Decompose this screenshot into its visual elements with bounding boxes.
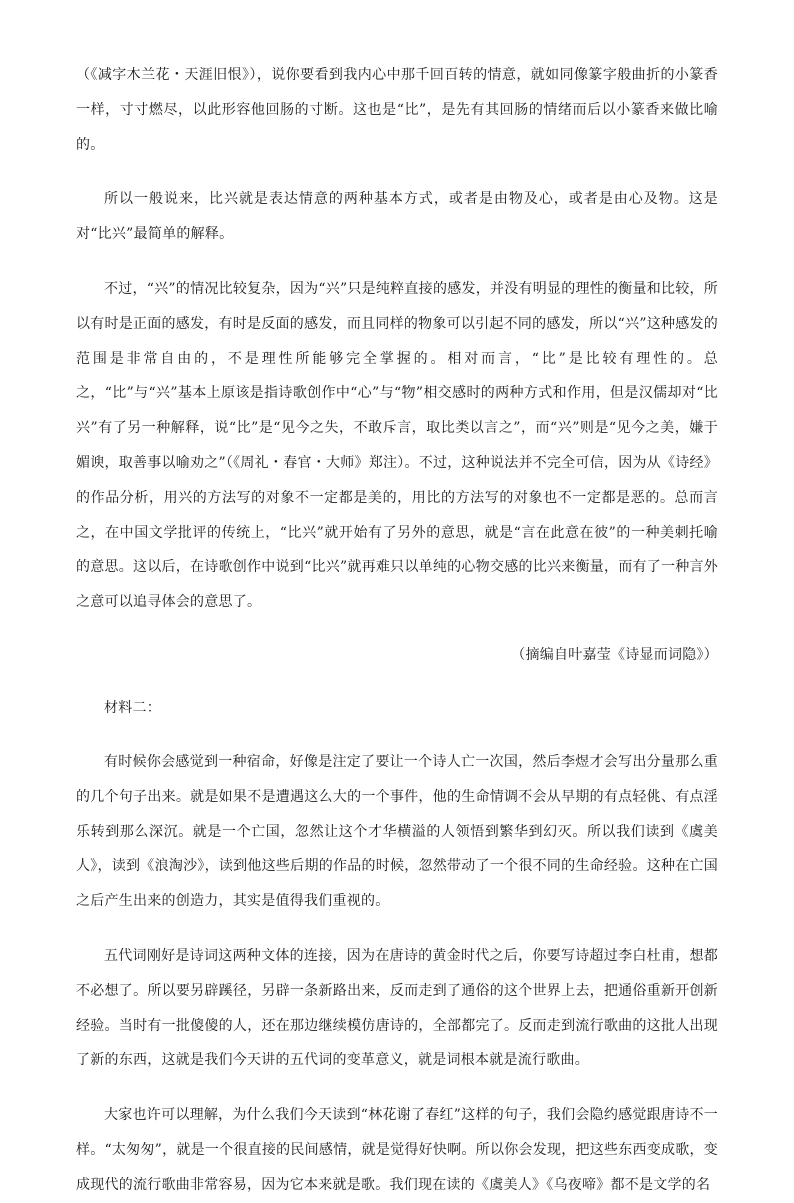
- paragraph-5: 五代词刚好是诗词这两种文体的连接，因为在唐诗的黄金时代之后，你要写诗超过李白杜甫，想都不必想了。所以要另辟蹊径，另辟一条新路出来，反而走到了通俗的这个世界上去，把通俗重新开创新经验。当时有一批傻傻的人，还在那边继续模仿唐诗的，全部都完了。反而走到流行歌曲的这批人出现了新的东西，这就是我们今天讲的五代词的变革意义，就是词根本就是流行歌曲。: [76, 947, 718, 1069]
- paragraph-3: 不过，“兴”的情况比较复杂，因为“兴”只是纯粹直接的感发，并没有明显的理性的衡量和比较，所以有时是正面的感发，有时是反面的感发，而且同样的物象可以引起不同的感发，所以“兴”这种感发的范围是非常自由的，不是理性所能够完全掌握的。相对而言，“比”是比较有理性的。总之，“比”与“兴”基本上原该是指诗歌创作中“心”与“物”相交感时的两种方式和作用，但是汉儒却对“比兴”有了另一种解释，说“比”是“见今之失，不敢斥言，取比类以言之”，而“兴”则是“见今之美，嫌于媚谀，取善事以喻劝之”（《周礼・春官・大师》郑注）。不过，这种说法并不完全可信，因为从《诗经》的作品分析，用兴的方法写的对象不一定都是美的，用比的方法写的对象也不一定都是恶的。总而言之，在中国文学批评的传统上，“比兴”就开始有了另外的意思，就是“言在此意在彼”的一种美刺托喻的意思。这以后，在诗歌创作中说到“比兴”就再难只以单纯的心物交感的比兴来衡量，而有了一种言外之意可以追寻体会的意思了。: [76, 280, 718, 611]
- paragraph-1: （《减字木兰花・天涯旧恨》），说你要看到我内心中那千回百转的情意，就如同像篆字般曲折的小篆香一样，寸寸燃尽，以此形容他回肠的寸断。这也是“比”，是先有其回肠的情绪而后以小篆香来做比喻的。: [76, 67, 718, 153]
- paragraph-2: 所以一般说来，比兴就是表达情意的两种基本方式，或者是由物及心，或者是由心及物。这是对“比兴”最简单的解释。: [76, 191, 718, 243]
- paragraph-4: 有时候你会感觉到一种宿命，好像是注定了要让一个诗人亡一次国，然后李煜才会写出分量那么重的几个句子出来。就是如果不是遭遇这么大的一个事件，他的生命情调不会从早期的有点轻佻、有点淫乐转到那么深沉。就是一个亡国，忽然让这个才华横溢的人领悟到繁华到幻灭。所以我们读到《虞美人》，读到《浪淘沙》，读到他这些后期的作品的时候，忽然带动了一个很不同的生命经验。这种在亡国之后产生出来的创造力，其实是值得我们重视的。: [76, 753, 718, 910]
- paragraph-6: 大家也许可以理解，为什么我们今天读到“林花谢了春红”这样的句子，我们会隐约感觉跟唐诗不一样。“太匆匆”，就是一个很直接的民间感情，就是觉得好快啊。所以你会发现，把这些东西变成歌，变成现代的流行歌曲非常容易，因为它本来就是歌。我们现在读的《虞美人》《乌夜啼》都不是文学的名: [76, 1107, 718, 1193]
- document-page: [76, 58, 718, 1203]
- source-citation: （摘编自叶嘉莹《诗显而词隐》）: [511, 646, 718, 663]
- material-heading: 材料二：: [104, 699, 161, 716]
